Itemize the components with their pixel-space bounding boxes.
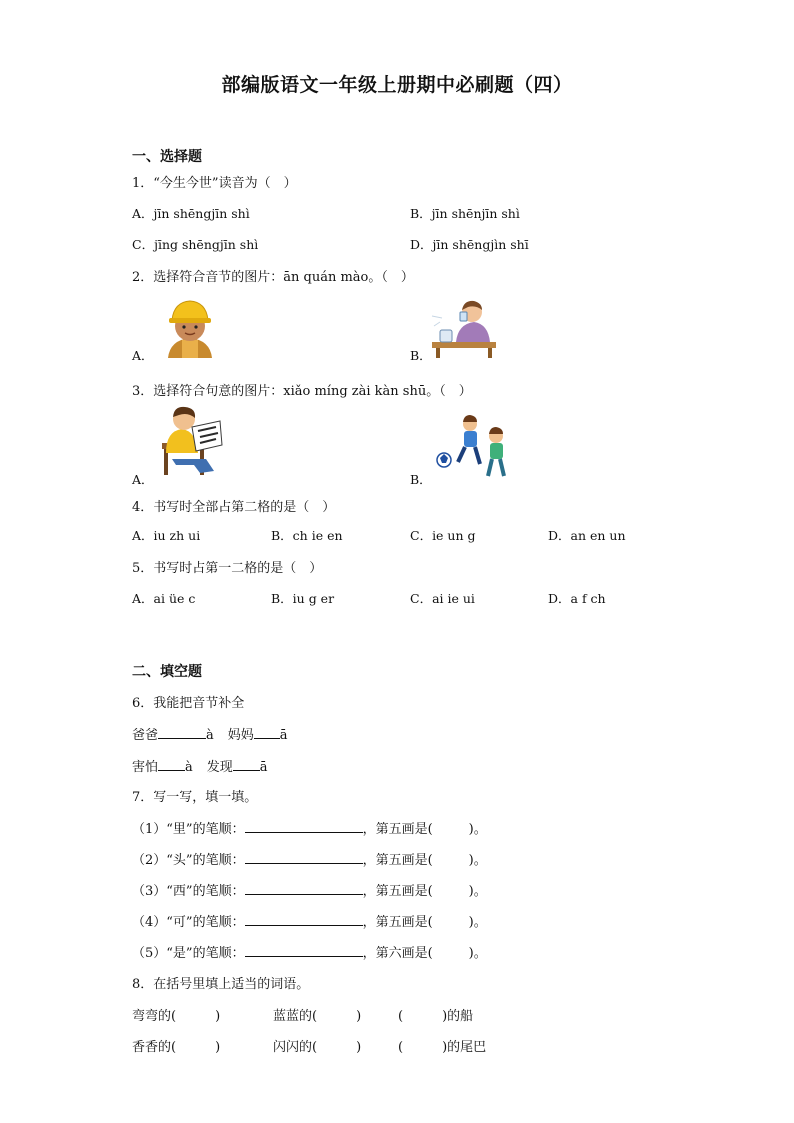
question-4-option-d[interactable]: D．an en un [548,528,626,543]
stroke-order-blank[interactable] [245,882,363,895]
question-4-option-b[interactable]: B．ch ie en [271,528,343,543]
page-title: 部编版语文一年级上册期中必刷题（四） [221,74,573,96]
word-baba: 爸爸 [132,728,159,743]
question-5-stem: 5．书写时占第一二格的是（ ） [132,561,323,576]
row-end: )。 [468,946,487,961]
question-2-option-b[interactable]: B． [410,348,432,363]
boys-playing-soccer-icon [436,410,512,480]
question-6-stem: 6．我能把音节补全 [132,696,245,711]
row-middle: ，第六画是( [362,946,433,961]
boy-reading-book-icon [154,403,226,477]
stroke-order-row [132,818,487,837]
syllable-final: à [185,760,193,775]
answer-blank[interactable] [233,758,260,771]
stroke-order-blank[interactable] [245,944,363,957]
question-6-row-2 [132,756,268,775]
phrase-blank[interactable]: 蓝蓝的( ) [273,1009,362,1024]
row-middle: ，第五画是( [362,822,433,837]
question-5-option-b[interactable]: B．iu g er [271,591,335,606]
row-end: )。 [468,822,487,837]
word-faxian: 发现 [206,760,233,775]
boy-drinking-water-icon [430,296,498,358]
stroke-order-row [132,849,487,868]
answer-blank[interactable] [254,726,280,739]
row-prompt: （4）“可”的笔顺： [132,915,245,930]
stroke-order-row [132,942,487,961]
question-1-option-b[interactable]: B．jīn shēnjīn shì [410,206,520,221]
stroke-order-blank[interactable] [245,820,363,833]
answer-blank[interactable] [158,726,206,739]
row-end: )。 [468,853,487,868]
row-middle: ，第五画是( [362,853,433,868]
question-5-option-c[interactable]: C．ai ie ui [410,591,475,606]
question-4-stem: 4．书写时全部占第二格的是（ ） [132,500,336,515]
row-prompt: （3）“西”的笔顺： [132,884,245,899]
answer-blank[interactable] [158,758,185,771]
syllable-final: ā [259,760,268,775]
phrase-blank[interactable]: 弯弯的( ) [132,1009,221,1024]
question-3-option-b[interactable]: B． [410,472,432,487]
question-3-option-a[interactable]: A． [132,472,154,487]
question-1-stem: 1．“今生今世”读音为（ ） [132,176,297,191]
section-heading-fill-blank: 二、填空题 [132,664,202,680]
question-5-option-d[interactable]: D．a f ch [548,591,606,606]
question-6-row-1 [132,724,288,743]
question-2-stem: 2．选择符合音节的图片：ān quán mào。（ ） [132,270,414,285]
section-heading-choice: 一、选择题 [132,149,202,165]
question-1-option-c[interactable]: C．jīng shēngjīn shì [132,237,259,252]
row-prompt: （1）“里”的笔顺： [132,822,245,837]
row-middle: ，第五画是( [362,915,433,930]
question-8-stem: 8．在括号里填上适当的词语。 [132,977,310,992]
syllable-final: ā [279,728,288,743]
stroke-order-blank[interactable] [245,913,363,926]
row-middle: ，第五画是( [362,884,433,899]
phrase-blank[interactable]: 闪闪的( ) [273,1040,362,1055]
stroke-order-row [132,911,487,930]
syllable-final: à [206,728,214,743]
phrase-blank[interactable]: 香香的( ) [132,1040,221,1055]
question-7-stem: 7．写一写，填一填。 [132,790,258,805]
question-1-option-a[interactable]: A．jīn shēngjīn shì [132,206,250,221]
row-end: )。 [468,915,487,930]
question-5-option-a[interactable]: A．ai üe c [132,591,196,606]
question-4-option-a[interactable]: A．iu zh ui [132,528,201,543]
phrase-blank[interactable]: ( )的船 [398,1009,474,1024]
question-2-option-a[interactable]: A． [132,348,154,363]
question-4-option-c[interactable]: C．ie un g [410,528,476,543]
stroke-order-blank[interactable] [245,851,363,864]
question-3-stem: 3．选择符合句意的图片：xiǎo míng zài kàn shū。（ ） [132,384,472,399]
word-haipa: 害怕 [132,760,159,775]
boy-hard-hat-icon [160,296,220,358]
row-prompt: （2）“头”的笔顺： [132,853,245,868]
stroke-order-row [132,880,487,899]
question-1-option-d[interactable]: D．jīn shēngjìn shī [410,237,529,252]
phrase-blank[interactable]: ( )的尾巴 [398,1040,487,1055]
row-prompt: （5）“是”的笔顺： [132,946,245,961]
word-mama: 妈妈 [227,728,254,743]
row-end: )。 [468,884,487,899]
